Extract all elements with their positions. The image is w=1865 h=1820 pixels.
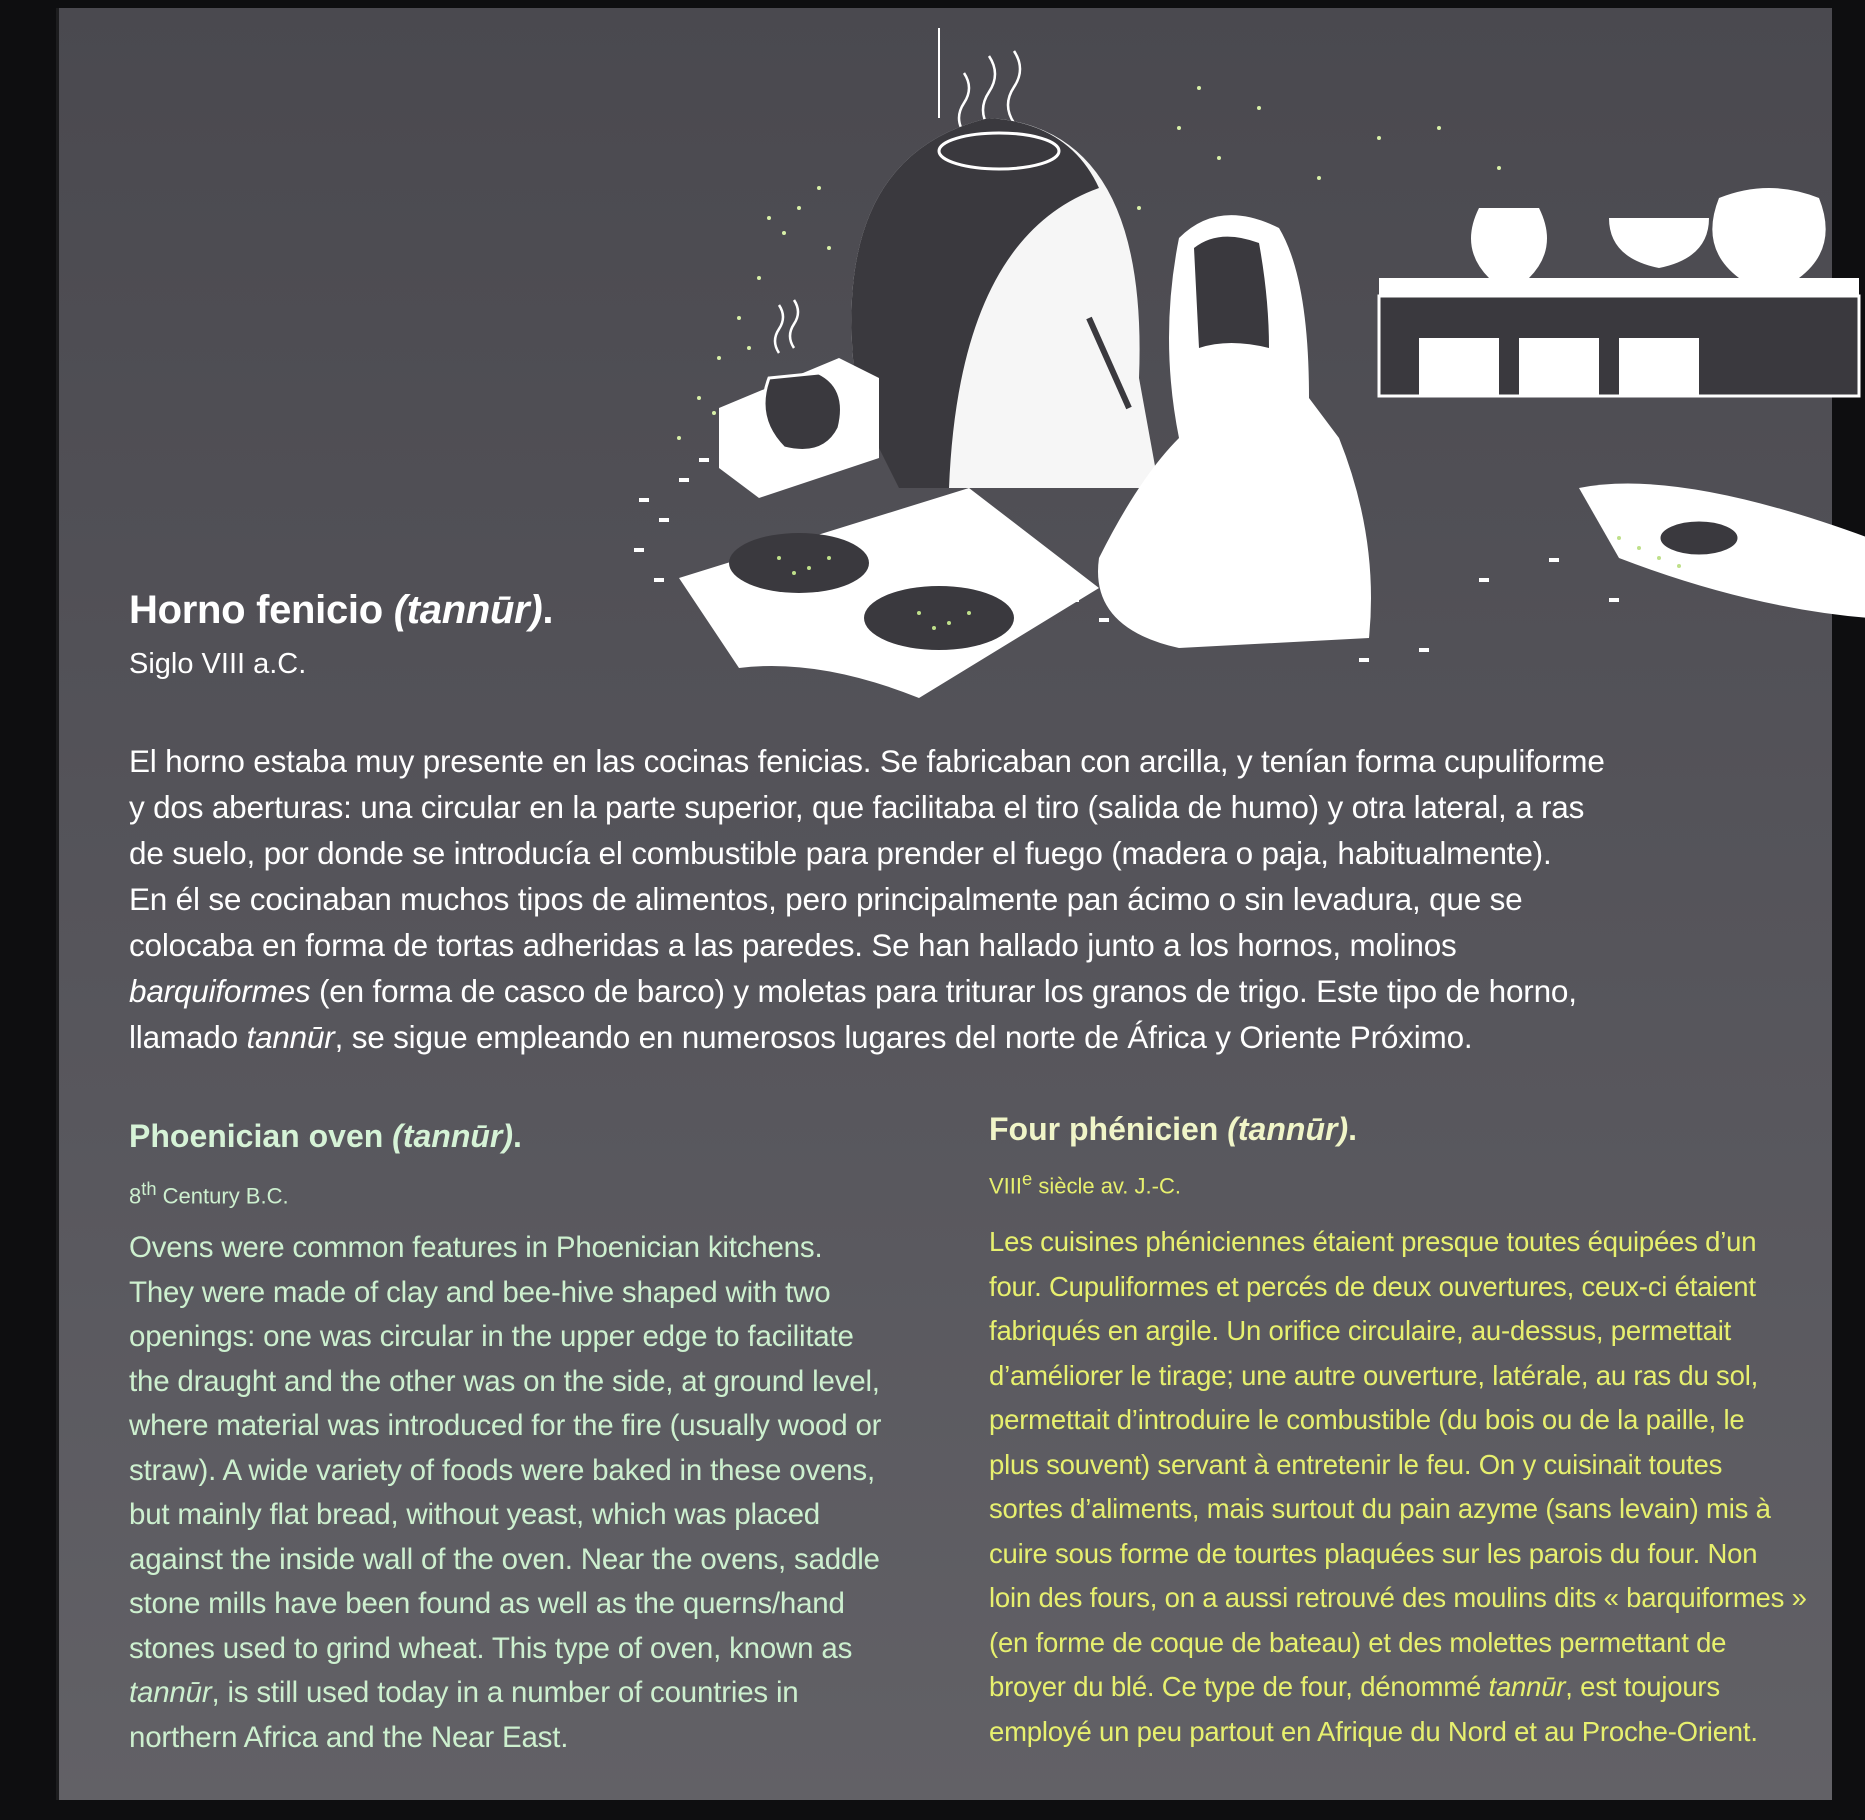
spanish-line: de suelo, por donde se introducía el combustible para prender el fuego (madera o paja, habitualmente). — [129, 835, 1552, 871]
french-subtitle: VIIIe siècle av. J.-C. — [989, 1168, 1181, 1199]
english-line: but mainly flat bread, without yeast, which was placed — [129, 1498, 821, 1531]
bread-icon — [864, 586, 1014, 650]
english-line: where material was introduced for the fire (usually wood or — [129, 1409, 882, 1442]
jar-icon — [764, 373, 842, 451]
english-line: against the inside wall of the oven. Near the ovens, saddle — [129, 1542, 880, 1576]
french-line: fabriqués en argile. Un orifice circulaire, au-dessus, permettait — [989, 1315, 1732, 1346]
french-line: loin des fours, on a aussi retrouvé des moulins dits « barquiformes » — [989, 1582, 1807, 1613]
spanish-line: colocaba en forma de tortas adheridas a las paredes. Se han hallado junto a los hornos, molinos — [129, 927, 1457, 963]
spanish-line: llamado tannūr, se sigue empleando en numerosos lugares del norte de África y Oriente Próximo. — [129, 1019, 1473, 1055]
english-line: stone mills have been found as well as the querns/hand — [129, 1587, 845, 1620]
english-line: tannūr, is still used today in a number of countries in — [129, 1676, 799, 1709]
english-line: They were made of clay and bee-hive shaped with two — [129, 1275, 831, 1309]
english-line: stones used to grind wheat. This type of oven, known as — [129, 1631, 853, 1665]
english-line: Ovens were common features in Phoenician kitchens. — [129, 1231, 823, 1264]
english-title: Phoenician oven (tannūr). — [129, 1118, 522, 1154]
spanish-line: y dos aberturas: una circular en la parte superior, que facilitaba el tiro (salida de humo) y otra lateral, a ras — [129, 789, 1585, 825]
french-line: permettait d’introduire le combustible (du bois ou de la paille, le — [989, 1404, 1745, 1435]
jug-icon — [1471, 208, 1547, 278]
french-line: plus souvent) servant à entretenir le feu. On y cuisinait toutes — [989, 1448, 1723, 1480]
french-line: four. Cupuliformes et percés de deux ouvertures, ceux-ci étaient — [989, 1270, 1756, 1302]
oven-illustration — [619, 18, 1865, 718]
english-subtitle: 8th Century B.C. — [129, 1178, 289, 1209]
french-line: (en forme de coque de bateau) et des molettes permettant de — [989, 1626, 1727, 1658]
spanish-line: En él se cocinaban muchos tipos de alimentos, pero principalmente pan ácimo o sin levadura, que se — [129, 881, 1523, 917]
exhibit-panel — [56, 8, 1832, 1800]
french-line: broyer du blé. Ce type de four, dénommé tannūr, est toujours — [989, 1671, 1720, 1702]
french-body — [989, 1220, 1807, 1754]
bowl-icon — [1609, 218, 1709, 268]
spanish-subtitle: Siglo VIII a.C. — [129, 648, 307, 680]
english-line: straw). A wide variety of foods were baked in these ovens, — [129, 1453, 875, 1487]
english-line: northern Africa and the Near East. — [129, 1720, 569, 1754]
spanish-title: Horno fenicio (tannūr). — [129, 588, 554, 632]
english-line: the draught and the other was on the side, at ground level, — [129, 1364, 880, 1398]
french-title: Four phénicien (tannūr). — [989, 1111, 1357, 1147]
spanish-line: barquiformes (en forma de casco de barco) y moletas para triturar los granos de trigo. Este tipo de horno, — [129, 973, 1577, 1009]
bread-icon — [729, 533, 869, 593]
spanish-body — [129, 738, 1849, 1060]
french-line: d’améliorer le tirage; une autre ouverture, latérale, au ras du sol, — [989, 1359, 1759, 1391]
french-line: sortes d’aliments, mais surtout du pain azyme (sans levain) mis à — [989, 1493, 1771, 1524]
spanish-line: El horno estaba muy presente en las cocinas fenicias. Se fabricaban con arcilla, y tenían forma cupuliforme — [129, 743, 1605, 779]
french-line: employé un peu partout en Afrique du Nord et au Proche-Orient. — [989, 1715, 1758, 1747]
english-body — [129, 1226, 881, 1760]
pot-icon — [1712, 188, 1825, 278]
french-line: cuire sous forme de tourtes plaquées sur les parois du four. Non — [989, 1537, 1758, 1569]
english-line: openings: one was circular in the upper edge to facilitate — [129, 1320, 854, 1353]
french-line: Les cuisines phéniciennes étaient presque toutes équipées d’un — [989, 1226, 1757, 1257]
